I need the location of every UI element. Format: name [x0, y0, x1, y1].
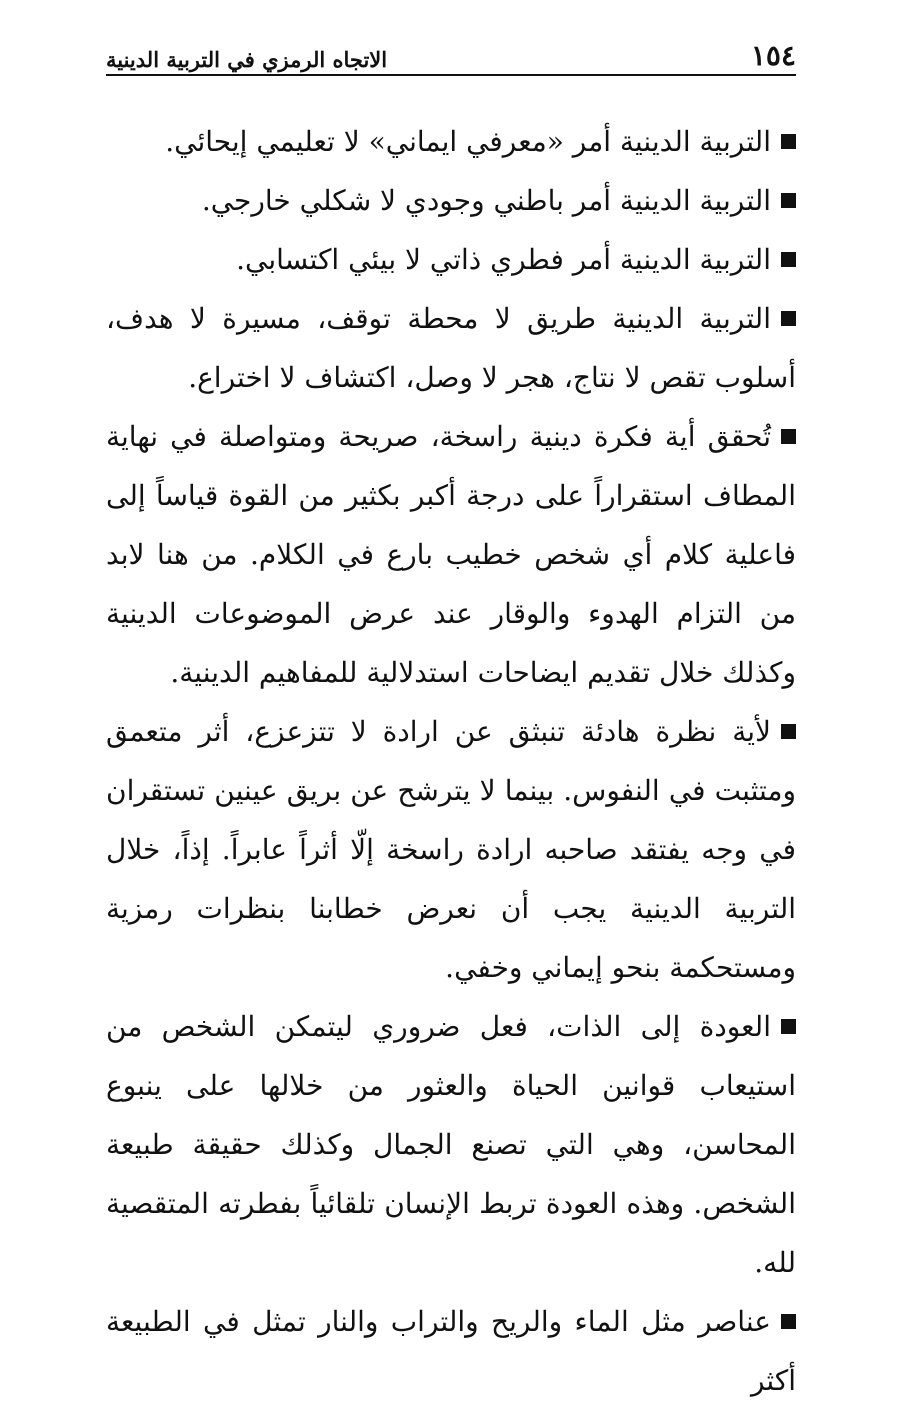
paragraph — [106, 997, 796, 1292]
paragraph — [106, 112, 796, 171]
square-bullet-icon — [781, 724, 796, 739]
paragraph-text: التربية الدينية أمر باطني وجودي لا شكلي خارجي. — [201, 184, 771, 217]
paragraph — [106, 171, 796, 230]
paragraph-text: التربية الدينية طريق لا محطة توقف، مسيرة لا هدف، أسلوب تقص لا نتاج، هجر لا وصل، اكتشاف لا اختراع. — [106, 302, 796, 394]
page-number: ١٥٤ — [750, 39, 796, 72]
paragraph — [106, 407, 796, 702]
paragraph — [106, 1292, 796, 1410]
page-body — [106, 112, 796, 1410]
square-bullet-icon — [781, 252, 796, 267]
paragraph — [106, 702, 796, 997]
square-bullet-icon — [781, 311, 796, 326]
page-header — [106, 36, 796, 76]
paragraph-text: عناصر مثل الماء والريح والتراب والنار تمثل في الطبيعة أكثر — [106, 1305, 796, 1397]
paragraph-text: التربية الدينية أمر «معرفي ايماني» لا تعليمي إيحائي. — [165, 125, 771, 158]
square-bullet-icon — [781, 134, 796, 149]
paragraph-text: تُحقق أية فكرة دينية راسخة، صريحة ومتواصلة في نهاية المطاف استقراراً على درجة أكبر بكثير من القوة قياساً إلى فاعلية كلام أي شخص خطيب بارع في الكلام. من هنا لابد من التزام الهدوء والوقار عند عرض الموضوعات الدينية وكذلك خلال تقديم ايضاحات استدلالية للمفاهيم الدينية. — [106, 420, 796, 689]
square-bullet-icon — [781, 193, 796, 208]
paragraph-text: التربية الدينية أمر فطري ذاتي لا بيئي اكتسابي. — [236, 243, 771, 276]
square-bullet-icon — [781, 429, 796, 444]
paragraph-text: العودة إلى الذات، فعل ضروري ليتمكن الشخص من استيعاب قوانين الحياة والعثور من خلالها على ينبوع المحاسن، وهي التي تصنع الجمال وكذلك حقيقة طبيعة الشخص. وهذه العودة تربط الإنسان تلقائياً بفطرته المتقصية لله. — [106, 1010, 796, 1279]
paragraph-text: لأية نظرة هادئة تنبثق عن ارادة لا تتزعزع، أثر متعمق ومتثبت في النفوس. بينما لا يترشح عن بريق عينين تستقران في وجه يفتقد صاحبه ارادة راسخة إلّا أثراً عابراً. إذاً، خلال التربية الدينية يجب أن نعرض خطابنا بنظرات رمزية ومستحكمة بنحو إيماني وخفي. — [106, 715, 796, 984]
square-bullet-icon — [781, 1019, 796, 1034]
running-title: الاتجاه الرمزي في التربية الدينية — [106, 47, 388, 72]
square-bullet-icon — [781, 1314, 796, 1329]
paragraph — [106, 230, 796, 289]
paragraph — [106, 289, 796, 407]
